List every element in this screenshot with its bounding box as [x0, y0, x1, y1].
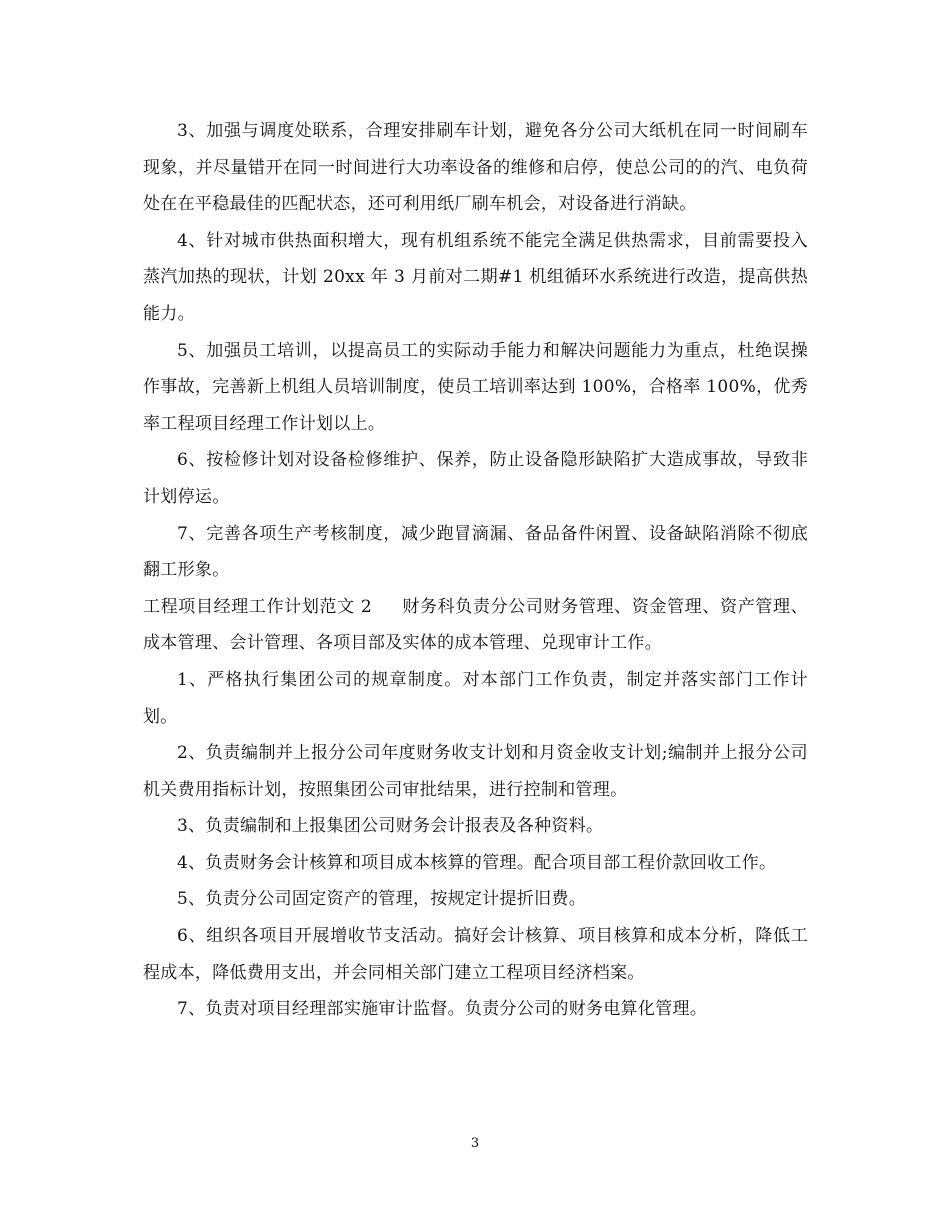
- finance-item-4: 4、负责财务会计核算和项目成本核算的管理。配合项目部工程价款回收工作。: [177, 852, 777, 873]
- section-title: 工程项目经理工作计划范文 2: [143, 596, 372, 617]
- paragraph-item-4: 4、针对城市供热面积增大，现有机组系统不能完全满足供热需求，目前需要投入蒸汽加热的现状，计划 20xx 年 3 月前对二期#1 机组循环水系统进行改造，提高供热能力。: [143, 230, 808, 324]
- paragraph-item-6: 6、按检修计划对设备检修维护、保养，防止设备隐形缺陷扩大造成事故，导致非计划停运。: [143, 450, 808, 507]
- paragraph-item-5: 5、加强员工培训，以提高员工的实际动手能力和解决问题能力为重点，杜绝误操作事故，完善新上机组人员培训制度，使员工培训率达到 100%，合格率 100%，优秀率工程项目经理工作计划以上。: [143, 340, 808, 434]
- section-heading-line: [143, 589, 808, 662]
- finance-item-5: 5、负责分公司固定资产的管理，按规定计提折旧费。: [177, 889, 587, 910]
- page-number: 3: [470, 1136, 480, 1151]
- finance-item-1: 1、严格执行集团公司的规章制度。对本部门工作负责，制定并落实部门工作计划。: [143, 669, 808, 727]
- paragraph-item-7: 7、完善各项生产考核制度，减少跑冒滴漏、备品备件闲置、设备缺陷消除不彻底翻工形象。: [143, 523, 808, 581]
- finance-item-3: 3、负责编制和上报集团公司财务会计报表及各种资料。: [177, 816, 604, 837]
- section-intro: 财务科负责分公司财务管理、资金管理、资产管理、成本管理、会计管理、各项目部及实体的成本管理、兑现审计工作。: [143, 596, 808, 654]
- finance-item-6: 6、组织各项目开展增收节支活动。搞好会计核算、项目核算和成本分析，降低工程成本，降低费用支出，并会同相关部门建立工程项目经济档案。: [143, 926, 808, 983]
- document-body: [143, 113, 808, 1028]
- paragraph-item-3: 3、加强与调度处联系，合理安排刷车计划，避免各分公司大纸机在同一时间刷车现象，并尽量错开在同一时间进行大功率设备的维修和启停，使总公司的的汽、电负荷处在在平稳最佳的匹配状态，还可利用纸厂刷车机会，对设备进行消缺。: [143, 121, 808, 215]
- finance-item-2: 2、负责编制并上报分公司年度财务收支计划和月资金收支计划;编制并上报分公司机关费用指标计划，按照集团公司审批结果，进行控制和管理。: [143, 743, 808, 800]
- finance-item-7: 7、负责对项目经理部实施审计监督。负责分公司的财务电算化管理。: [177, 999, 708, 1020]
